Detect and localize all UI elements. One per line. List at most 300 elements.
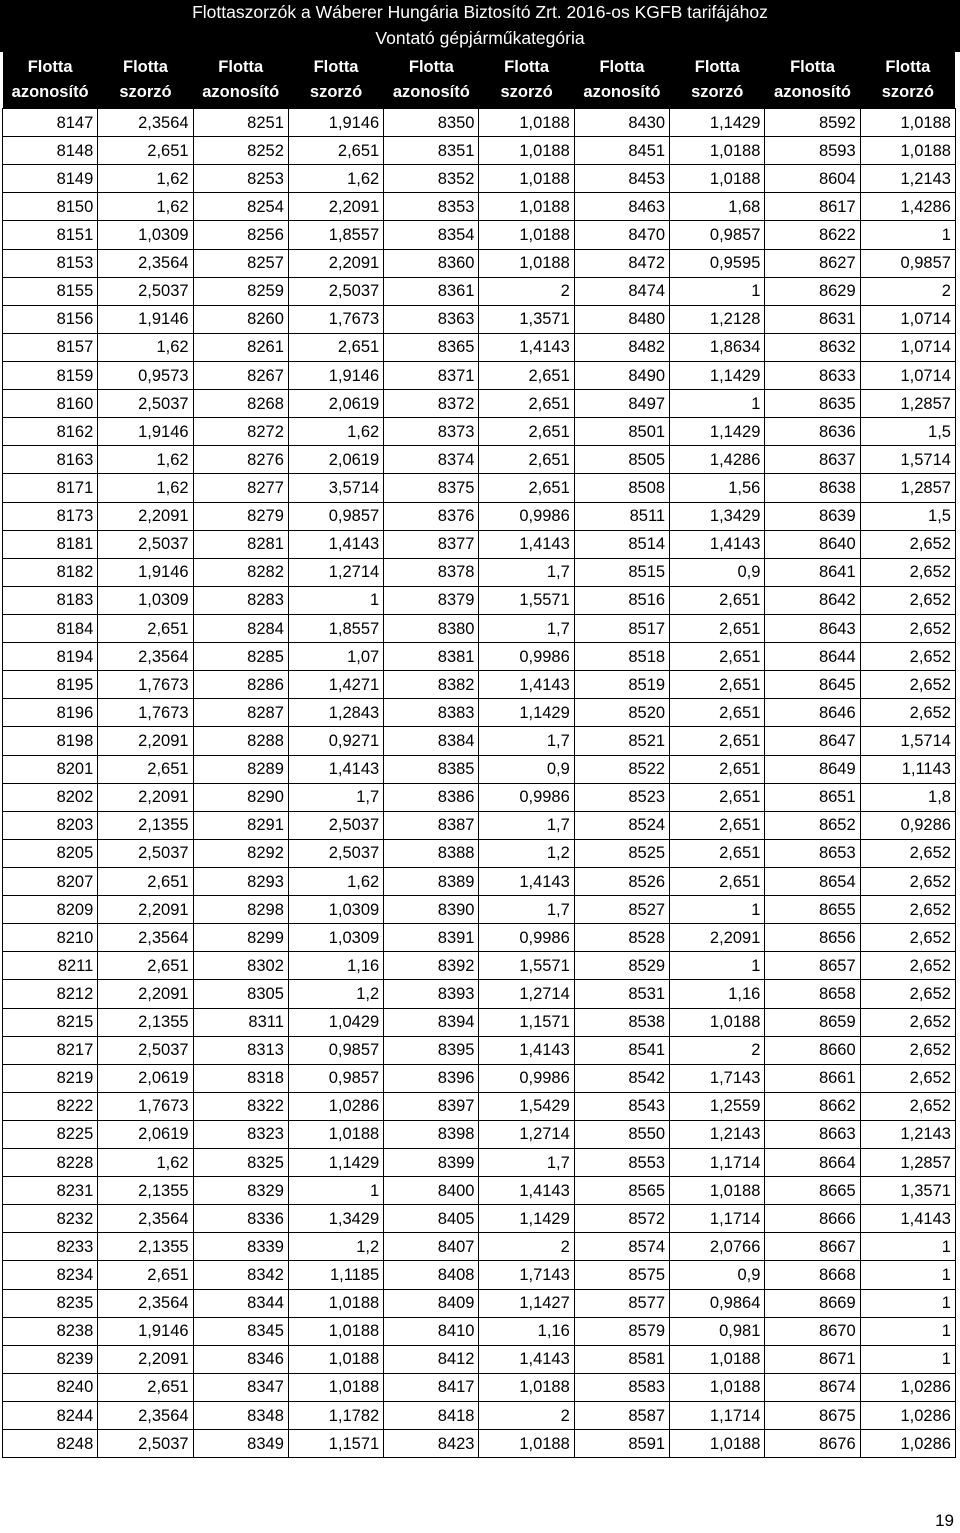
column-header-line1: Flotta <box>218 58 264 76</box>
table-row <box>3 1289 956 1317</box>
flotta-azonosito-cell: 8642 <box>765 586 860 614</box>
flotta-szorzo-cell: 2,652 <box>860 699 955 727</box>
table-row <box>3 221 956 249</box>
flotta-szorzo-cell: 2,5037 <box>288 811 383 839</box>
flotta-azonosito-cell: 8517 <box>574 614 669 642</box>
table-row <box>3 1149 956 1177</box>
flotta-szorzo-cell: 1,1185 <box>288 1261 383 1289</box>
table-row <box>3 839 956 867</box>
flotta-szorzo-cell: 1,0714 <box>860 361 955 389</box>
flotta-azonosito-cell: 8409 <box>384 1289 479 1317</box>
flotta-szorzo-cell: 2,3564 <box>98 924 193 952</box>
flotta-szorzo-cell: 1,4143 <box>288 530 383 558</box>
flotta-azonosito-cell: 8228 <box>3 1149 98 1177</box>
flotta-azonosito-cell: 8239 <box>3 1345 98 1373</box>
flotta-szorzo-cell: 1,1429 <box>479 1205 574 1233</box>
flotta-szorzo-cell: 1,7143 <box>670 1064 765 1092</box>
flotta-azonosito-cell: 8209 <box>3 896 98 924</box>
flotta-azonosito-cell: 8195 <box>3 671 98 699</box>
flotta-szorzo-cell: 2,652 <box>860 980 955 1008</box>
flotta-azonosito-cell: 8173 <box>3 502 98 530</box>
flotta-azonosito-cell: 8205 <box>3 839 98 867</box>
table-row <box>3 1177 956 1205</box>
flotta-azonosito-cell: 8451 <box>574 137 669 165</box>
flotta-szorzo-cell: 2,651 <box>479 418 574 446</box>
flotta-szorzo-cell: 2,2091 <box>98 896 193 924</box>
flotta-azonosito-cell: 8670 <box>765 1317 860 1345</box>
flotta-azonosito-cell: 8288 <box>193 727 288 755</box>
flotta-szorzo-cell: 2,652 <box>860 896 955 924</box>
flotta-azonosito-cell: 8474 <box>574 277 669 305</box>
flotta-szorzo-cell: 0,9986 <box>479 643 574 671</box>
flotta-szorzo-cell: 2,651 <box>670 699 765 727</box>
flotta-azonosito-cell: 8156 <box>3 305 98 333</box>
flotta-azonosito-cell: 8511 <box>574 502 669 530</box>
flotta-szorzo-cell: 2,652 <box>860 1064 955 1092</box>
table-row <box>3 1402 956 1430</box>
column-header-line1: Flotta <box>408 58 454 76</box>
flotta-azonosito-cell: 8587 <box>574 1402 669 1430</box>
flotta-szorzo-cell: 1,2857 <box>860 1149 955 1177</box>
flotta-szorzo-cell: 2,5037 <box>98 839 193 867</box>
column-header-azonosito <box>574 52 669 109</box>
flotta-azonosito-cell: 8376 <box>384 502 479 530</box>
table-row <box>3 446 956 474</box>
flotta-azonosito-cell: 8593 <box>765 137 860 165</box>
flotta-azonosito-cell: 8664 <box>765 1149 860 1177</box>
flotta-azonosito-cell: 8183 <box>3 586 98 614</box>
flotta-azonosito-cell: 8313 <box>193 1036 288 1064</box>
table-row <box>3 1317 956 1345</box>
flotta-szorzo-cell: 1,3429 <box>288 1205 383 1233</box>
table-row <box>3 699 956 727</box>
flotta-szorzo-cell: 2,2091 <box>98 1345 193 1373</box>
flotta-azonosito-cell: 8233 <box>3 1233 98 1261</box>
column-header-line1: Flotta <box>504 58 550 76</box>
flotta-azonosito-cell: 8292 <box>193 839 288 867</box>
flotta-szorzo-cell: 1,62 <box>98 1149 193 1177</box>
flotta-szorzo-cell: 2,651 <box>670 586 765 614</box>
flotta-szorzo-cell: 1,7 <box>479 558 574 586</box>
flotta-azonosito-cell: 8518 <box>574 643 669 671</box>
flotta-szorzo-cell: 1,9146 <box>98 305 193 333</box>
flotta-azonosito-cell: 8676 <box>765 1430 860 1458</box>
column-header-line1: Flotta <box>27 58 73 76</box>
flotta-azonosito-cell: 8638 <box>765 474 860 502</box>
flotta-szorzo-cell: 0,9857 <box>288 502 383 530</box>
flotta-azonosito-cell: 8210 <box>3 924 98 952</box>
flotta-azonosito-cell: 8482 <box>574 333 669 361</box>
flotta-szorzo-cell: 1 <box>860 221 955 249</box>
flotta-azonosito-cell: 8389 <box>384 867 479 895</box>
flotta-szorzo-cell: 1,7 <box>479 614 574 642</box>
flotta-szorzo-cell: 0,981 <box>670 1317 765 1345</box>
column-header-szorzo <box>98 52 193 109</box>
flotta-azonosito-cell: 8348 <box>193 1402 288 1430</box>
table-row <box>3 193 956 221</box>
flotta-szorzo-cell: 2,652 <box>860 530 955 558</box>
flotta-azonosito-cell: 8293 <box>193 867 288 895</box>
flotta-szorzo-cell: 1,4143 <box>288 755 383 783</box>
flotta-szorzo-cell: 2,0619 <box>98 1064 193 1092</box>
flotta-azonosito-cell: 8531 <box>574 980 669 1008</box>
flotta-szorzo-cell: 1,5714 <box>860 727 955 755</box>
flotta-azonosito-cell: 8647 <box>765 727 860 755</box>
flotta-szorzo-cell: 1,9146 <box>288 361 383 389</box>
flotta-szorzo-cell: 1,1429 <box>288 1149 383 1177</box>
flotta-azonosito-cell: 8661 <box>765 1064 860 1092</box>
flotta-szorzo-cell: 1,4143 <box>479 1177 574 1205</box>
flotta-szorzo-cell: 2,2091 <box>98 727 193 755</box>
flotta-szorzo-cell: 1,0188 <box>479 137 574 165</box>
flotta-azonosito-cell: 8344 <box>193 1289 288 1317</box>
flotta-szorzo-cell: 0,9 <box>670 558 765 586</box>
flotta-azonosito-cell: 8671 <box>765 1345 860 1373</box>
flotta-szorzo-cell: 1,1429 <box>479 699 574 727</box>
flotta-szorzo-cell: 1,1429 <box>670 418 765 446</box>
flotta-szorzo-cell: 2,652 <box>860 867 955 895</box>
flotta-szorzo-cell: 2,0619 <box>98 1120 193 1148</box>
flotta-azonosito-cell: 8644 <box>765 643 860 671</box>
flotta-szorzo-cell: 2,651 <box>670 783 765 811</box>
flotta-szorzo-cell: 1,7 <box>479 811 574 839</box>
flotta-azonosito-cell: 8658 <box>765 980 860 1008</box>
flotta-azonosito-cell: 8399 <box>384 1149 479 1177</box>
flotta-azonosito-cell: 8323 <box>193 1120 288 1148</box>
flotta-azonosito-cell: 8396 <box>384 1064 479 1092</box>
flotta-szorzo-cell: 0,9857 <box>288 1064 383 1092</box>
flotta-azonosito-cell: 8665 <box>765 1177 860 1205</box>
column-header-line2: szorzó <box>309 83 363 101</box>
flotta-azonosito-cell: 8514 <box>574 530 669 558</box>
flotta-szorzo-cell: 0,9 <box>670 1261 765 1289</box>
flotta-azonosito-cell: 8148 <box>3 137 98 165</box>
flotta-szorzo-cell: 1,0188 <box>288 1345 383 1373</box>
flotta-azonosito-cell: 8657 <box>765 952 860 980</box>
flotta-azonosito-cell: 8261 <box>193 333 288 361</box>
column-header-line1: Flotta <box>313 58 359 76</box>
flotta-azonosito-cell: 8636 <box>765 418 860 446</box>
table-row <box>3 333 956 361</box>
table-row <box>3 783 956 811</box>
flotta-azonosito-cell: 8520 <box>574 699 669 727</box>
flotta-azonosito-cell: 8222 <box>3 1092 98 1120</box>
flotta-azonosito-cell: 8379 <box>384 586 479 614</box>
table-row <box>3 586 956 614</box>
flotta-azonosito-cell: 8645 <box>765 671 860 699</box>
flotta-szorzo-cell: 1,1714 <box>670 1205 765 1233</box>
flotta-azonosito-cell: 8453 <box>574 165 669 193</box>
flotta-azonosito-cell: 8472 <box>574 249 669 277</box>
flotta-szorzo-cell: 2 <box>479 277 574 305</box>
flotta-azonosito-cell: 8372 <box>384 390 479 418</box>
flotta-szorzo-cell: 1,7 <box>479 1149 574 1177</box>
flotta-azonosito-cell: 8298 <box>193 896 288 924</box>
flotta-szorzo-cell: 1,2 <box>288 980 383 1008</box>
flotta-szorzo-cell: 1,0188 <box>670 1430 765 1458</box>
flotta-szorzo-cell: 2,651 <box>98 1261 193 1289</box>
flotta-szorzo-cell: 3,5714 <box>288 474 383 502</box>
table-row <box>3 502 956 530</box>
flotta-szorzo-cell: 1,0286 <box>860 1430 955 1458</box>
flotta-azonosito-cell: 8268 <box>193 390 288 418</box>
flotta-azonosito-cell: 8252 <box>193 137 288 165</box>
flotta-azonosito-cell: 8641 <box>765 558 860 586</box>
flotta-azonosito-cell: 8211 <box>3 952 98 980</box>
flotta-azonosito-cell: 8521 <box>574 727 669 755</box>
flotta-szorzo-cell: 1,1571 <box>288 1430 383 1458</box>
flotta-szorzo-cell: 1,7 <box>479 896 574 924</box>
flotta-szorzo-cell: 1,2559 <box>670 1092 765 1120</box>
flotta-azonosito-cell: 8182 <box>3 558 98 586</box>
flotta-azonosito-cell: 8627 <box>765 249 860 277</box>
flotta-azonosito-cell: 8388 <box>384 839 479 867</box>
flotta-szorzo-cell: 1 <box>860 1289 955 1317</box>
flotta-azonosito-cell: 8394 <box>384 1008 479 1036</box>
flotta-azonosito-cell: 8553 <box>574 1149 669 1177</box>
flotta-azonosito-cell: 8526 <box>574 867 669 895</box>
flotta-szorzo-cell: 1,8557 <box>288 614 383 642</box>
flotta-szorzo-cell: 1 <box>670 277 765 305</box>
flotta-azonosito-cell: 8668 <box>765 1261 860 1289</box>
flotta-azonosito-cell: 8656 <box>765 924 860 952</box>
flotta-azonosito-cell: 8674 <box>765 1373 860 1401</box>
column-header-line1: Flotta <box>885 58 931 76</box>
flotta-szorzo-cell: 2,651 <box>98 137 193 165</box>
flotta-szorzo-cell: 2,652 <box>860 614 955 642</box>
flotta-azonosito-cell: 8329 <box>193 1177 288 1205</box>
column-header-line1: Flotta <box>599 58 645 76</box>
flotta-szorzo-cell: 2,651 <box>670 755 765 783</box>
flotta-szorzo-cell: 1,0309 <box>288 896 383 924</box>
flotta-szorzo-cell: 1,2143 <box>860 165 955 193</box>
column-header-line2: szorzó <box>500 83 553 101</box>
flotta-szorzo-cell: 1 <box>860 1345 955 1373</box>
flotta-azonosito-cell: 8149 <box>3 165 98 193</box>
flotta-azonosito-cell: 8286 <box>193 671 288 699</box>
page-number: 19 <box>935 1511 954 1530</box>
flotta-azonosito-cell: 8643 <box>765 614 860 642</box>
flotta-azonosito-cell: 8259 <box>193 277 288 305</box>
flotta-azonosito-cell: 8256 <box>193 221 288 249</box>
flotta-azonosito-cell: 8386 <box>384 783 479 811</box>
flotta-azonosito-cell: 8302 <box>193 952 288 980</box>
flotta-szorzo-cell: 1,9146 <box>288 109 383 137</box>
table-row <box>3 249 956 277</box>
flotta-szorzo-cell: 1,16 <box>670 980 765 1008</box>
flotta-szorzo-cell: 1,16 <box>288 952 383 980</box>
flotta-szorzo-cell: 0,9271 <box>288 727 383 755</box>
flotta-azonosito-cell: 8282 <box>193 558 288 586</box>
flotta-azonosito-cell: 8480 <box>574 305 669 333</box>
flotta-szorzo-cell: 1,2857 <box>860 474 955 502</box>
flotta-szorzo-cell: 1,0714 <box>860 333 955 361</box>
flotta-szorzo-cell: 1,0188 <box>670 1177 765 1205</box>
flotta-szorzo-cell: 1,62 <box>98 474 193 502</box>
table-row <box>3 755 956 783</box>
flotta-szorzo-cell: 1,2143 <box>860 1120 955 1148</box>
flotta-szorzo-cell: 1,62 <box>98 333 193 361</box>
flotta-szorzo-cell: 2,1355 <box>98 1233 193 1261</box>
flotta-azonosito-cell: 8470 <box>574 221 669 249</box>
table-row <box>3 980 956 1008</box>
flotta-azonosito-cell: 8217 <box>3 1036 98 1064</box>
flotta-azonosito-cell: 8430 <box>574 109 669 137</box>
table-row <box>3 952 956 980</box>
flotta-azonosito-cell: 8604 <box>765 165 860 193</box>
column-header-line2: azonosító <box>392 83 470 101</box>
flotta-szorzo-cell: 0,9 <box>479 755 574 783</box>
flotta-azonosito-cell: 8162 <box>3 418 98 446</box>
flotta-azonosito-cell: 8591 <box>574 1430 669 1458</box>
flotta-szorzo-cell: 2,5037 <box>288 839 383 867</box>
header-row <box>3 52 956 109</box>
flotta-azonosito-cell: 8240 <box>3 1373 98 1401</box>
flotta-szorzo-cell: 2,2091 <box>98 783 193 811</box>
table-row <box>3 811 956 839</box>
flotta-azonosito-cell: 8675 <box>765 1402 860 1430</box>
flotta-szorzo-cell: 1,1429 <box>670 361 765 389</box>
table-row <box>3 530 956 558</box>
flotta-azonosito-cell: 8353 <box>384 193 479 221</box>
document-title: Flottaszorzók a Wáberer Hungária Biztosító Zrt. 2016-os KGFB tarifájához <box>192 2 768 22</box>
flotta-azonosito-cell: 8423 <box>384 1430 479 1458</box>
flotta-szorzo-cell: 1 <box>670 390 765 418</box>
flotta-szorzo-cell: 2,5037 <box>98 277 193 305</box>
flotta-szorzo-cell: 1,3429 <box>670 502 765 530</box>
flotta-azonosito-cell: 8637 <box>765 446 860 474</box>
table-row <box>3 1064 956 1092</box>
flotta-szorzo-cell: 2,0619 <box>288 446 383 474</box>
flotta-azonosito-cell: 8543 <box>574 1092 669 1120</box>
table-row <box>3 137 956 165</box>
flotta-azonosito-cell: 8550 <box>574 1120 669 1148</box>
flotta-szorzo-cell: 1 <box>860 1261 955 1289</box>
flotta-azonosito-cell: 8347 <box>193 1373 288 1401</box>
table-row <box>3 558 956 586</box>
flotta-azonosito-cell: 8202 <box>3 783 98 811</box>
flotta-szorzo-cell: 1,2714 <box>288 558 383 586</box>
flotta-szorzo-cell: 2 <box>670 1036 765 1064</box>
flotta-szorzo-cell: 2,652 <box>860 671 955 699</box>
flotta-azonosito-cell: 8248 <box>3 1430 98 1458</box>
flotta-szorzo-cell: 2 <box>479 1233 574 1261</box>
flotta-szorzo-cell: 2,652 <box>860 558 955 586</box>
column-header-azonosito <box>384 52 479 109</box>
flotta-azonosito-cell: 8380 <box>384 614 479 642</box>
flotta-azonosito-cell: 8232 <box>3 1205 98 1233</box>
flotta-azonosito-cell: 8336 <box>193 1205 288 1233</box>
column-header-line1: Flotta <box>790 58 835 76</box>
flotta-szorzo-cell: 1,4143 <box>479 671 574 699</box>
flotta-szorzo-cell: 1,5571 <box>479 952 574 980</box>
flotta-azonosito-cell: 8497 <box>574 390 669 418</box>
flotta-azonosito-cell: 8524 <box>574 811 669 839</box>
flotta-szorzo-cell: 1,9146 <box>98 418 193 446</box>
flotta-szorzo-cell: 2,651 <box>670 671 765 699</box>
flotta-szorzo-cell: 1,0188 <box>288 1120 383 1148</box>
table-row <box>3 305 956 333</box>
flotta-szorzo-cell: 1,62 <box>98 165 193 193</box>
flotta-szorzo-cell: 2,3564 <box>98 643 193 671</box>
flotta-azonosito-cell: 8525 <box>574 839 669 867</box>
column-header-line1: Flotta <box>694 58 740 76</box>
flotta-azonosito-cell: 8542 <box>574 1064 669 1092</box>
flotta-szorzo-cell: 1,62 <box>98 193 193 221</box>
table-row <box>3 277 956 305</box>
flotta-azonosito-cell: 8159 <box>3 361 98 389</box>
flotta-azonosito-cell: 8392 <box>384 952 479 980</box>
flotta-szorzo-cell: 1,62 <box>288 165 383 193</box>
flotta-szorzo-cell: 2,5037 <box>98 530 193 558</box>
flotta-azonosito-cell: 8575 <box>574 1261 669 1289</box>
flotta-szorzo-cell: 2,652 <box>860 1092 955 1120</box>
flotta-azonosito-cell: 8257 <box>193 249 288 277</box>
flotta-azonosito-cell: 8565 <box>574 1177 669 1205</box>
flotta-azonosito-cell: 8203 <box>3 811 98 839</box>
flotta-azonosito-cell: 8322 <box>193 1092 288 1120</box>
flotta-szorzo-cell: 1,8634 <box>670 333 765 361</box>
flotta-azonosito-cell: 8633 <box>765 361 860 389</box>
flotta-azonosito-cell: 8181 <box>3 530 98 558</box>
flotta-azonosito-cell: 8666 <box>765 1205 860 1233</box>
flotta-azonosito-cell: 8238 <box>3 1317 98 1345</box>
flotta-szorzo-cell: 1,7673 <box>288 305 383 333</box>
flotta-azonosito-cell: 8639 <box>765 502 860 530</box>
flotta-azonosito-cell: 8577 <box>574 1289 669 1317</box>
column-header-azonosito <box>3 52 98 109</box>
table-row <box>3 1092 956 1120</box>
flotta-szorzo-cell: 2,651 <box>288 137 383 165</box>
flotta-szorzo-cell: 1,0309 <box>288 924 383 952</box>
table-row <box>3 867 956 895</box>
flotta-szorzo-cell: 1 <box>670 952 765 980</box>
flotta-azonosito-cell: 8529 <box>574 952 669 980</box>
flotta-szorzo-cell: 1,0188 <box>288 1289 383 1317</box>
table-row <box>3 1036 956 1064</box>
flotta-szorzo-cell: 1,1714 <box>670 1402 765 1430</box>
flotta-szorzo-cell: 1,1571 <box>479 1008 574 1036</box>
flotta-azonosito-cell: 8660 <box>765 1036 860 1064</box>
flotta-azonosito-cell: 8267 <box>193 361 288 389</box>
flotta-szorzo-cell: 1,56 <box>670 474 765 502</box>
flotta-azonosito-cell: 8622 <box>765 221 860 249</box>
flotta-szorzo-cell: 1,0188 <box>670 1008 765 1036</box>
flotta-azonosito-cell: 8508 <box>574 474 669 502</box>
flotta-azonosito-cell: 8284 <box>193 614 288 642</box>
flotta-szorzo-cell: 0,9857 <box>288 1036 383 1064</box>
flotta-azonosito-cell: 8400 <box>384 1177 479 1205</box>
table-row <box>3 109 956 137</box>
flotta-szorzo-cell: 2,652 <box>860 586 955 614</box>
flotta-szorzo-cell: 2,651 <box>479 474 574 502</box>
flotta-azonosito-cell: 8349 <box>193 1430 288 1458</box>
flotta-szorzo-cell: 1 <box>288 1177 383 1205</box>
flotta-szorzo-cell: 2,651 <box>98 755 193 783</box>
flotta-szorzo-cell: 2,652 <box>860 952 955 980</box>
flotta-azonosito-cell: 8541 <box>574 1036 669 1064</box>
flotta-szorzo-cell: 1,0286 <box>288 1092 383 1120</box>
flotta-szorzo-cell: 1,4143 <box>670 530 765 558</box>
flotta-table <box>2 52 956 1458</box>
flotta-azonosito-cell: 8207 <box>3 867 98 895</box>
flotta-azonosito-cell: 8281 <box>193 530 288 558</box>
table-row <box>3 390 956 418</box>
flotta-szorzo-cell: 2,652 <box>860 1008 955 1036</box>
flotta-szorzo-cell: 1,3571 <box>479 305 574 333</box>
flotta-azonosito-cell: 8572 <box>574 1205 669 1233</box>
flotta-azonosito-cell: 8339 <box>193 1233 288 1261</box>
